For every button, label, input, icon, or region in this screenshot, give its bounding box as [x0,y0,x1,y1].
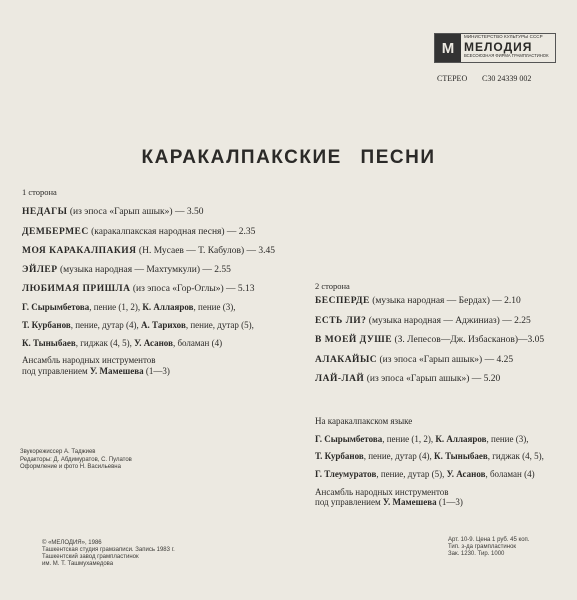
track-title: БЕСПЕРДЕ [315,296,370,306]
track-details: (каракалпакская народная песня) — 2.35 [88,227,256,237]
track-title: В МОЕЙ ДУШЕ [315,335,393,345]
credit-line: Звукорежиссер А. Таджиев [20,449,96,455]
performer-role: , боламан (4) [172,338,223,348]
footer-price [448,537,529,558]
logo-ministry: МИНИСТЕРСТВО КУЛЬТУРЫ СССР [464,34,543,39]
performer-name: А. Тарихов [141,320,186,330]
footer-line: Тип. з-да грампластинок [448,544,517,550]
performer-role: Ансамбль народных инструментов [315,487,449,497]
footer-line: Арт. 10-9. Цена 1 руб. 45 коп. [448,537,530,543]
melodiya-logo [434,33,556,63]
performer-name: Г. Сырымбетова [315,434,383,444]
performer-line [315,487,449,497]
footer-line: Зак. 1230. Тир. 1000 [448,551,505,557]
performer-role: (1—3) [143,366,170,376]
footer-line: Ташкентский завод грампластинок [42,554,139,560]
track-details: (из эпоса «Гарып ашык») — 5.20 [364,374,501,384]
track-entry [315,355,513,365]
track-details: (музыка народная — Махтумкули) — 2.55 [57,265,231,275]
track-title: МОЯ КАРАКАЛПАКИЯ [22,246,137,256]
track-details: (из эпоса «Гор-Оглы») — 5.13 [130,284,255,294]
performer-name: Т. Курбанов [22,320,71,330]
performer-name: У. Мамешева [89,366,144,376]
performer-role: , пение (3), [486,434,529,444]
logo-brand: МЕЛОДИЯ [464,39,533,54]
performer-role: , пение (1, 2), [382,434,436,444]
credit-line: Оформление и фото Н. Васильевна [20,464,121,470]
catalog-number: С30 24339 002 [482,74,532,83]
track-entry [315,296,521,306]
logo-firm: ВСЕСОЮЗНАЯ ФИРМА ГРАМПЛАСТИНОК [464,52,549,58]
performer-line [22,355,156,365]
performer-role: , пение (3), [193,302,236,312]
track-title: ЭЙЛЕР [22,265,58,275]
performer-role: , пение, дутар (5), [376,469,447,479]
track-details: (из эпоса «Гарып ашык») — 3.50 [67,207,204,217]
performer-role: , пение, дутар (4), [70,320,142,330]
track-title: ДЕМБЕРМЕС [22,227,89,237]
performer-name: К. Аллаяров [435,434,487,444]
side-2-label: 2 сторона [315,281,350,291]
track-title: ЕСТЬ ЛИ? [315,316,367,326]
production-credits [20,449,132,472]
performer-line [22,302,235,312]
performer-line [22,366,170,376]
track-entry [315,316,531,326]
track-entry [22,207,203,217]
performer-name: Г. Тлеумуратов [315,469,377,479]
performer-role: под управлением [315,497,383,507]
track-details: (музыка народная — Бердах) — 2.10 [369,296,521,306]
performer-role: (1—3) [436,497,463,507]
track-title: ЛАЙ-ЛАЙ [315,374,365,384]
performer-name: К. Тыныбаев [434,451,488,461]
track-entry [22,265,231,275]
track-title: НЕДАГЫ [22,207,68,217]
stereo-label: СТЕРЕО [437,74,468,83]
track-entry [22,284,255,294]
performer-name: К. Аллаяров [142,302,194,312]
performer-name: К. Тыныбаев [22,338,76,348]
album-title: КАРАКАЛПАКСКИЕ ПЕСНИ [141,147,436,168]
performer-line [315,434,528,444]
track-title: АЛАКАЙЫС [315,355,378,365]
footer-line: © «МЕЛОДИЯ», 1986 [42,540,102,546]
performer-name: У. Асанов [446,469,486,479]
performer-role: , гиджак (4, 5), [487,451,544,461]
language-note: На каракалпакском языке [315,416,413,426]
side-1-label: 1 сторона [22,187,57,197]
performer-name: Г. Сырымбетова [22,302,90,312]
performer-line [315,497,463,507]
track-entry [22,227,255,237]
performer-name: У. Мамешева [382,497,437,507]
track-title: ЛЮБИМАЯ ПРИШЛА [22,284,131,294]
track-details: (из эпоса «Гарып ашык») — 4.25 [377,355,514,365]
track-details: (Н. Мусаев — Т. Кабулов) — 3.45 [136,246,276,256]
performer-role: под управлением [22,366,90,376]
performer-line [22,320,254,330]
performer-line [315,469,535,479]
performer-role: , пение, дутар (4), [363,451,435,461]
footer-line: им. М. Т. Ташмухамедова [42,561,114,567]
performer-line [315,451,544,461]
performer-role: , гиджак (4, 5), [75,338,135,348]
melodiya-mark-icon: М [435,34,461,62]
performer-role: , пение, дутар (5), [185,320,254,330]
performer-line [22,338,222,348]
footer-publisher [42,540,175,568]
performer-role: Ансамбль народных инструментов [22,355,156,365]
performer-name: Т. Курбанов [315,451,364,461]
track-entry [315,335,544,345]
credit-line: Редакторы: Д. Абдимуратов, С. Пулатов [20,456,132,463]
track-details: (музыка народная — Аджиниаз) — 2.25 [366,316,531,326]
performer-role: , боламан (4) [485,469,535,479]
track-entry [315,374,500,384]
track-details: (З. Лепесов—Дж. Избасканов)—3.05 [392,335,545,345]
footer-line: Ташкентская студия грамзаписи. Запись 1983 г. [42,547,175,553]
performer-role: , пение (1, 2), [89,302,143,312]
performer-name: У. Асанов [134,338,173,348]
track-entry [22,246,275,256]
